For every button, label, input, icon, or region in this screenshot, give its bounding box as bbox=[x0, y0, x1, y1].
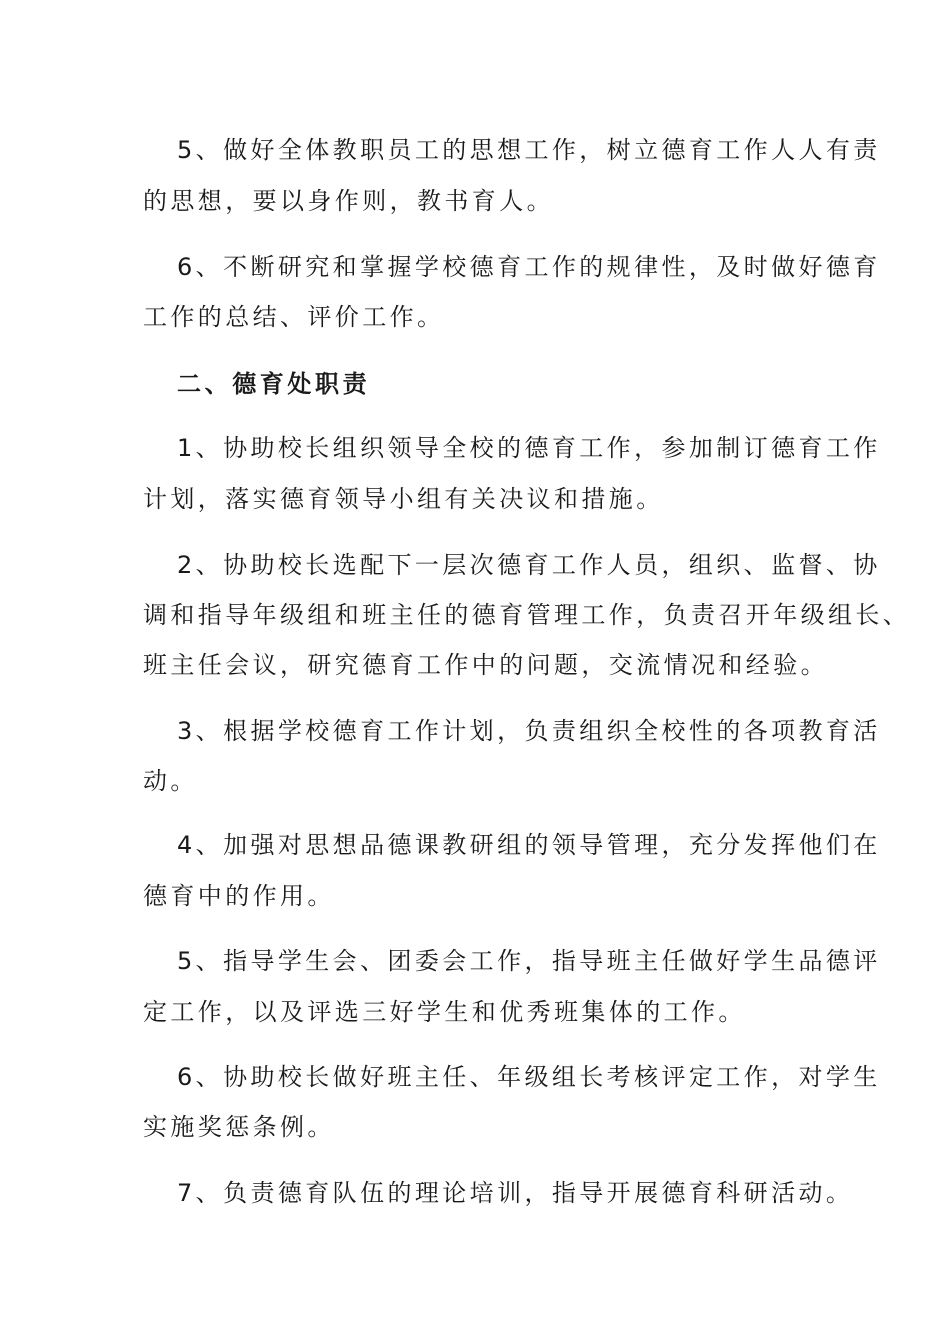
paragraph-line: 1、协助校长组织领导全校的德育工作，参加制订德育工作 bbox=[177, 434, 881, 462]
paragraph-line: 调和指导年级组和班主任的德育管理工作，负责召开年级组长、 bbox=[143, 601, 911, 629]
paragraph-line: 5、做好全体教职员工的思想工作，树立德育工作人人有责 bbox=[177, 136, 881, 164]
paragraph-line: 定工作，以及评选三好学生和优秀班集体的工作。 bbox=[143, 998, 746, 1026]
paragraph-line: 动。 bbox=[143, 767, 198, 795]
paragraph-line: 计划，落实德育领导小组有关决议和措施。 bbox=[143, 485, 664, 513]
paragraph-line: 工作的总结、评价工作。 bbox=[143, 303, 445, 331]
section-heading: 二、德育处职责 bbox=[177, 370, 371, 398]
paragraph-line: 2、协助校长选配下一层次德育工作人员，组织、监督、协 bbox=[177, 551, 881, 579]
paragraph-line: 3、根据学校德育工作计划，负责组织全校性的各项教育活 bbox=[177, 717, 881, 745]
paragraph-line: 班主任会议，研究德育工作中的问题，交流情况和经验。 bbox=[143, 651, 828, 679]
paragraph-line: 4、加强对思想品德课教研组的领导管理，充分发挥他们在 bbox=[177, 831, 881, 859]
paragraph-line: 5、指导学生会、团委会工作，指导班主任做好学生品德评 bbox=[177, 947, 881, 975]
paragraph-line: 7、负责德育队伍的理论培训，指导开展德育科研活动。 bbox=[177, 1179, 854, 1207]
paragraph-line: 德育中的作用。 bbox=[143, 882, 335, 910]
paragraph-line: 6、不断研究和掌握学校德育工作的规律性，及时做好德育 bbox=[177, 253, 881, 281]
paragraph-line: 实施奖惩条例。 bbox=[143, 1113, 335, 1141]
paragraph-line: 的思想，要以身作则，教书育人。 bbox=[143, 187, 554, 215]
paragraph-line: 6、协助校长做好班主任、年级组长考核评定工作，对学生 bbox=[177, 1063, 881, 1091]
